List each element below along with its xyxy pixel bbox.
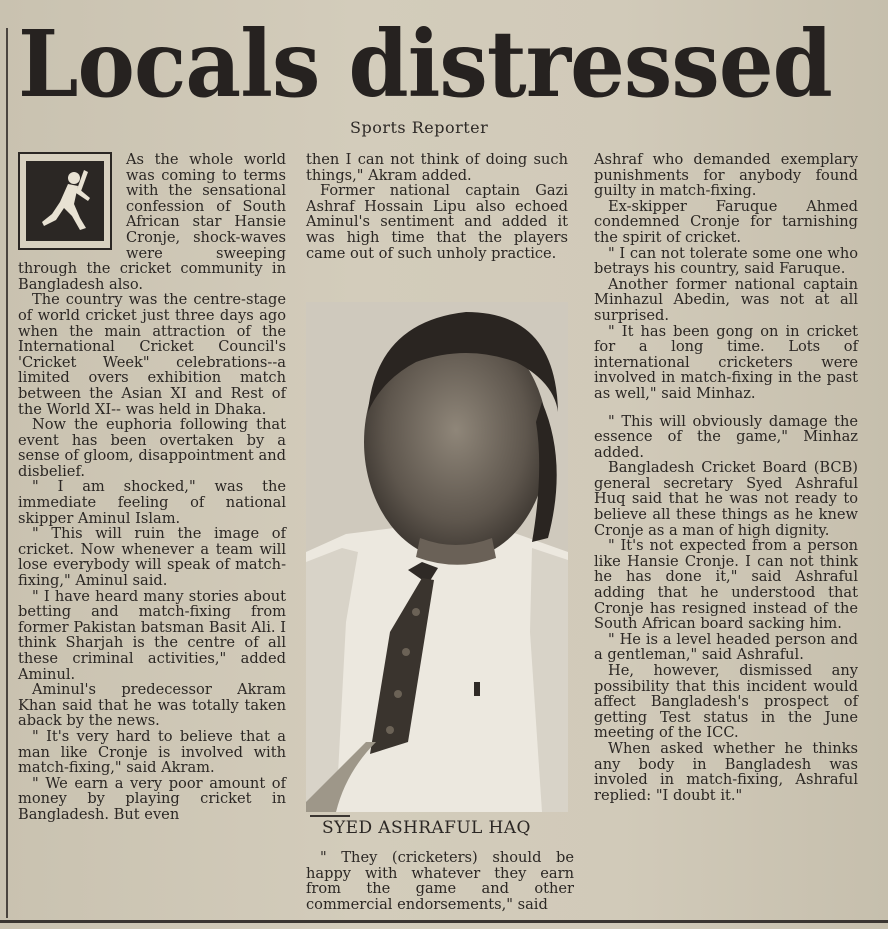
paragraph: Another former national captain Minhazul Abedin, was not at all surprised. <box>594 275 858 324</box>
article-column-3 <box>594 152 858 803</box>
paragraph: Ashraf who demanded exemplary punishments for anybody found guilty in match-fixing. <box>594 151 858 200</box>
paragraph: As the whole world was coming to terms with the sensational confession of South African star Hansie Cronje, shock-waves were sweeping through the cricket community in Bangladesh also. <box>18 151 286 293</box>
paragraph: " They (cricketers) should be happy with whatever they earn from the game and other commercial endorsements," said <box>306 849 574 913</box>
column-rule <box>6 28 8 918</box>
article-column-2-bottom <box>306 850 574 912</box>
caption-rule <box>310 815 350 817</box>
portrait-photo <box>306 302 568 812</box>
paragraph: " We earn a very poor amount of money by playing cricket in Bangladesh. But even <box>18 774 286 823</box>
paragraph: Now the euphoria following that event has been overtaken by a sense of gloom, disappointment and disbelief. <box>18 416 286 480</box>
paragraph: " It has been gong on in cricket for a long time. Lots of international cricketers were involved in match-fixing in the past as well," said Minhaz. <box>594 322 858 402</box>
paragraph: Former national captain Gazi Ashraf Hossain Lipu also echoed Aminul's sentiment and added it was high time that the players came out of such unholy practice. <box>306 182 568 262</box>
paragraph: " I have heard many stories about betting and match-fixing from former Pakistan batsman Basit Ali. I think Sharjah is the centre of all these criminal activities," added Aminul. <box>18 587 286 683</box>
paragraph: then I can not think of doing such things," Akram added. <box>306 151 568 184</box>
byline: Sports Reporter <box>350 118 489 137</box>
bottom-rule <box>0 920 888 923</box>
headline: Locals distressed <box>18 10 832 118</box>
article-column-2 <box>306 152 568 261</box>
paragraph: Aminul's predecessor Akram Khan said that he was totally taken aback by the news. <box>18 681 286 730</box>
article-column-1 <box>18 152 286 823</box>
paragraph: " It's not expected from a person like Hansie Cronje. I can not think he has done it," said Ashraful adding that he understood that Cronje has resigned instead of the South African board sacking him. <box>594 537 858 633</box>
sports-logo <box>18 152 112 250</box>
paragraph: The country was the centre-stage of world cricket just three days ago when the main attraction of the International Cricket Council's 'Cricket Week" celebrations--a limited overs exhibition match between the Asian XI and Rest of the World XI-- was held in Dhaka. <box>18 291 286 418</box>
paragraph: " This will obviously damage the essence of the game," Minhaz added. <box>594 412 858 461</box>
paragraph: He, however, dismissed any possibility that this incident would affect Bangladesh's prospect of getting Test status in the June meeting of the ICC. <box>594 662 858 742</box>
paragraph: " He is a level headed person and a gentleman," said Ashraful. <box>594 630 858 664</box>
paragraph: When asked whether he thinks any body in Bangladesh was involed in match-fixing, Ashraful replied: "I doubt it." <box>594 739 858 804</box>
paragraph: Bangladesh Cricket Board (BCB) general secretary Syed Ashraful Huq said that he was not ready to believe all these things as he knew Cronje as a man of high dignity. <box>594 459 858 539</box>
paragraph: Ex-skipper Faruque Ahmed condemned Cronje for tarnishing the spirit of cricket. <box>594 197 858 246</box>
portrait-illustration <box>306 302 568 812</box>
paragraph: " It's very hard to believe that a man like Cronje is involved with match-fixing," said Akram. <box>18 727 286 777</box>
photo-caption: SYED ASHRAFUL HAQ <box>322 818 531 838</box>
cricket-batsman-icon <box>34 168 96 234</box>
paragraph: " This will ruin the image of cricket. Now whenever a team will lose everybody will speak of match-fixing," Aminul said. <box>18 525 286 590</box>
paragraph: " I can not tolerate some one who betrays his country, said Faruque. <box>594 244 858 278</box>
paragraph: " I am shocked," was the immediate feeling of national skipper Aminul Islam. <box>18 478 286 527</box>
